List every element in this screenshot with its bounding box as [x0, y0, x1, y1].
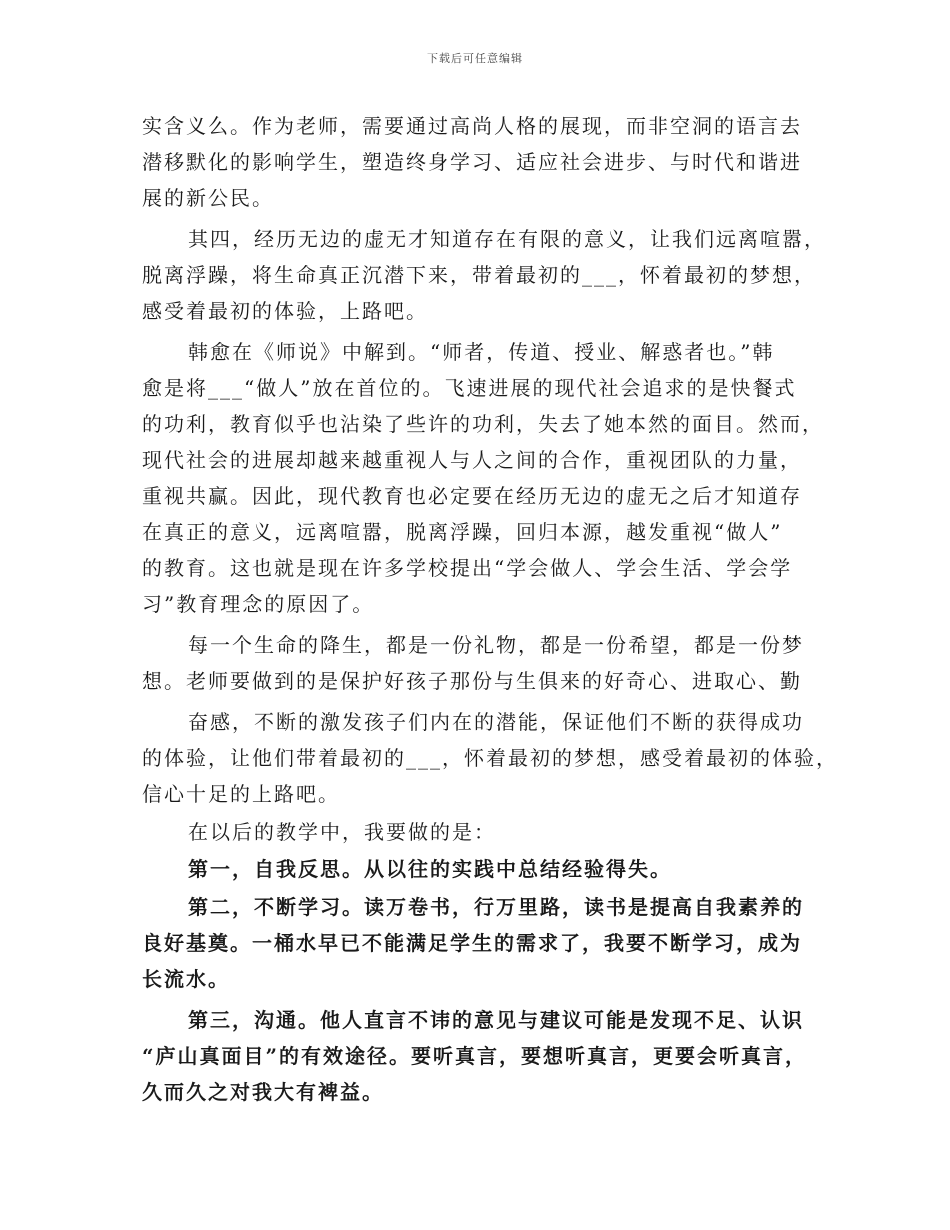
text-line: 的体验，让他们带着最初的___，怀着最初的梦想，感受着最初的体验， [142, 746, 838, 770]
page-header: 下载后可任意编辑 [427, 52, 523, 65]
text-line: 习”教育理念的原因了。 [142, 592, 375, 616]
text-line: 第一，自我反思。从以往的实践中总结经验得失。 [188, 857, 672, 881]
text-line: 良好基奠。一桶水早已不能满足学生的需求了，我要不断学习，成为 [142, 931, 802, 955]
text-line: 韩愈在《师说》中解到。“师者，传道、授业、解惑者也。”韩 [188, 340, 775, 364]
text-line: 第二，不断学习。读万卷书，行万里路，读书是提高自我素养的 [188, 895, 804, 919]
text-line: 在真正的意义，远离喧嚣，脱离浮躁，回归本源，越发重视“做人” [142, 520, 783, 544]
text-line: 实含义么。作为老师，需要通过高尚人格的展现，而非空洞的语言去 [142, 114, 802, 138]
text-line: 感受着最初的体验，上路吧。 [142, 299, 428, 323]
text-line: 现代社会的进展却越来越重视人与人之间的合作，重视团队的力量， [142, 448, 802, 472]
text-line: 的教育。这也就是现在许多学校提出“学会做人、学会生活、学会学 [142, 556, 793, 580]
text-line: 信心十足的上路吧。 [142, 782, 340, 806]
text-line: 愈是将___“做人”放在首位的。飞速进展的现代社会追求的是快餐式 [142, 376, 797, 400]
text-line: 奋感，不断的激发孩子们内在的潜能，保证他们不断的获得成功 [188, 710, 804, 734]
text-line: 想。老师要做到的是保护好孩子那份与生俱来的好奇心、进取心、勤 [142, 669, 802, 693]
text-line: 脱离浮躁，将生命真正沉潜下来，带着最初的___，怀着最初的梦想， [142, 263, 816, 287]
text-line: 潜移默化的影响学生，塑造终身学习、适应社会进步、与时代和谐进 [142, 150, 802, 174]
text-line: “庐山真面目”的有效途径。要听真言，要想听真言，更要会听真言， [142, 1044, 808, 1068]
text-line: 重视共赢。因此，现代教育也必定要在经历无边的虚无之后才知道存 [142, 484, 802, 508]
text-line: 展的新公民。 [142, 186, 274, 210]
text-line: 的功利，教育似乎也沾染了些许的功利，失去了她本然的面目。然而， [142, 412, 824, 436]
text-line: 长流水。 [142, 967, 230, 991]
text-line: 第三，沟通。他人直言不讳的意见与建议可能是发现不足、认识 [188, 1008, 804, 1032]
text-line: 久而久之对我大有裨益。 [142, 1080, 384, 1104]
text-line: 在以后的教学中，我要做的是： [188, 820, 496, 844]
text-line: 每一个生命的降生，都是一份礼物，都是一份希望，都是一份梦 [188, 633, 804, 657]
text-line: 其四，经历无边的虚无才知道存在有限的意义，让我们远离喧嚣， [188, 227, 826, 251]
